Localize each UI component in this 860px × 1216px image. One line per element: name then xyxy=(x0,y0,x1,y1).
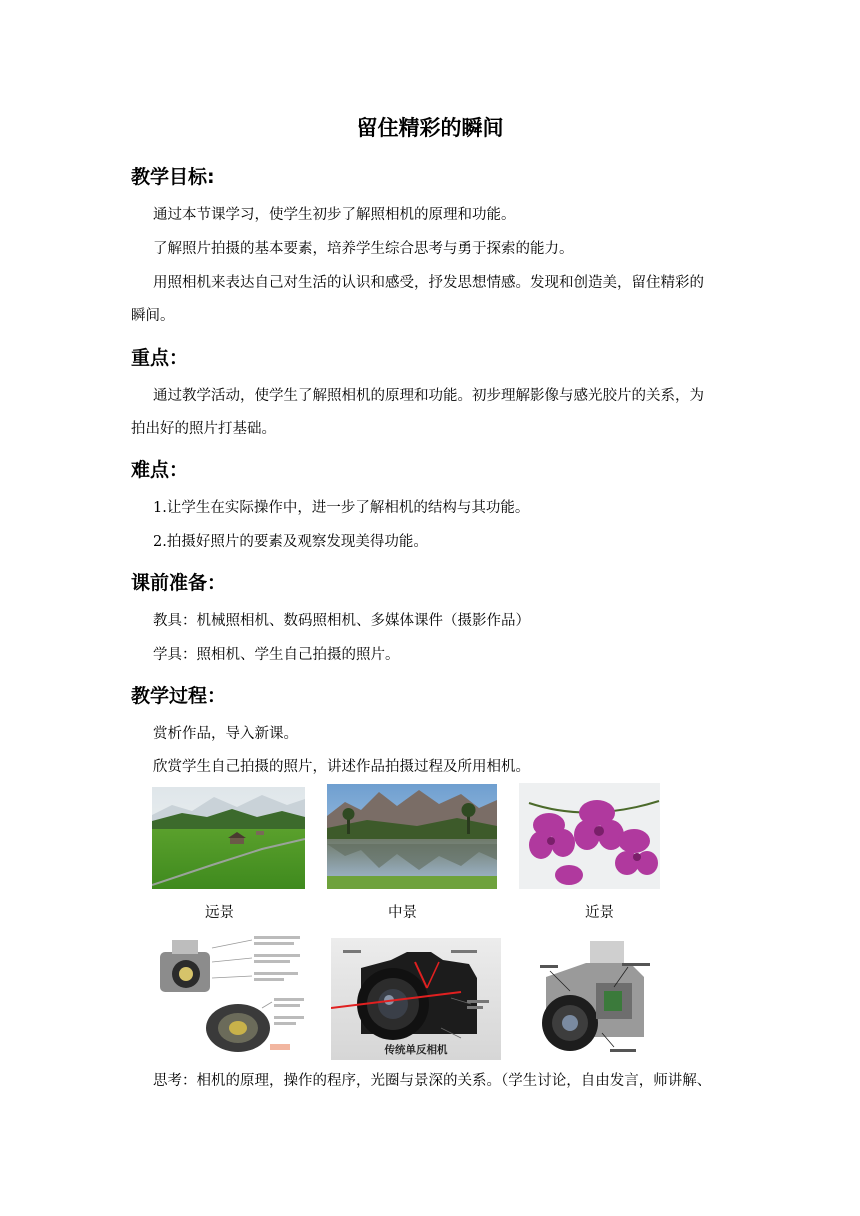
middle-view-photo xyxy=(327,784,497,889)
camera-internals-photo xyxy=(530,937,655,1061)
caption-close: 近景 xyxy=(585,905,614,921)
paragraph-line: 教具：机械照相机、数码照相机、多媒体课件（摄影作品） xyxy=(153,613,530,629)
caption-distant: 远景 xyxy=(205,905,234,921)
slr-camera-photo xyxy=(331,938,501,1060)
distant-view-photo xyxy=(152,787,305,889)
paragraph-line: 1.让学生在实际操作中，进一步了解相机的结构与其功能。 xyxy=(153,500,530,516)
paragraph-line: 用照相机来表达自己对生活的认识和感受，抒发思想情感。发现和创造美，留住精彩的 xyxy=(153,275,704,291)
paragraph-line: 瞬间。 xyxy=(131,308,175,324)
camera-cutaway-diagram xyxy=(152,928,309,1057)
heading-key-points: 重点： xyxy=(131,347,189,369)
heading-difficulties: 难点： xyxy=(131,459,189,481)
paragraph-line: 2.拍摄好照片的要素及观察发现美得功能。 xyxy=(153,534,428,550)
paragraph-line: 了解照片拍摄的基本要素，培养学生综合思考与勇于探索的能力。 xyxy=(153,241,574,257)
heading-teaching-process: 教学过程： xyxy=(131,685,227,707)
paragraph-line: 通过教学活动，使学生了解照相机的原理和功能。初步理解影像与感光胶片的关系，为 xyxy=(153,388,704,404)
paragraph-line: 学具：照相机、学生自己拍摄的照片。 xyxy=(153,647,400,663)
paragraph-line: 赏析作品，导入新课。 xyxy=(153,726,298,742)
document-title: 留住精彩的瞬间 xyxy=(356,116,504,140)
heading-objectives: 教学目标: xyxy=(131,166,215,188)
paragraph-line: 思考：相机的原理，操作的程序，光圈与景深的关系。（学生讨论，自由发言，师讲解、 xyxy=(153,1073,712,1089)
paragraph-line: 通过本节课学习，使学生初步了解照相机的原理和功能。 xyxy=(153,207,516,223)
camera-label: 传统单反相机 xyxy=(384,1044,448,1056)
heading-preparation: 课前准备： xyxy=(131,572,227,594)
paragraph-line: 拍出好的照片打基础。 xyxy=(131,421,276,437)
caption-middle: 中景 xyxy=(388,905,417,921)
close-view-photo xyxy=(519,783,660,889)
paragraph-line: 欣赏学生自己拍摄的照片，讲述作品拍摄过程及所用相机。 xyxy=(153,759,530,775)
